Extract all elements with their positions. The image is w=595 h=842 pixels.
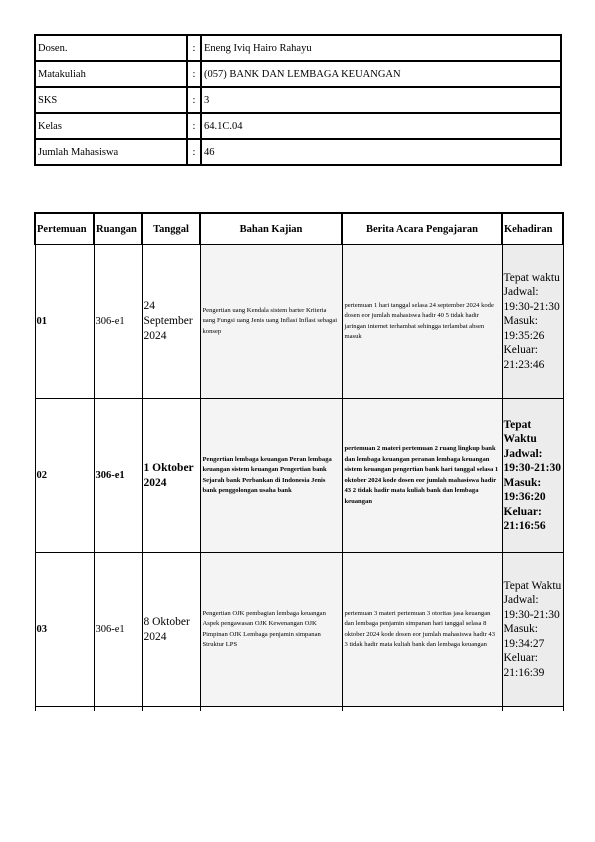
info-row-jumlah-mahasiswa <box>35 139 561 165</box>
cell-kehadiran: Tepat Waktu Jadwal: 19:30-21:30 Masuk: 19:36:20 Keluar: 21:16:56 <box>502 399 563 553</box>
table-tail-row <box>35 707 563 712</box>
info-value: (057) BANK DAN LEMBAGA KEUANGAN <box>201 61 561 87</box>
info-colon: : <box>187 113 201 139</box>
info-colon: : <box>187 87 201 113</box>
cell-bahan-kajian: Pengertian OJK pembagian lembaga keuangan Aspek pengawasan OJK Kewenangan OJK Pimpinan OJK Lembaga penjamin simpanan Struktur LPS <box>200 553 342 707</box>
info-table <box>34 34 562 166</box>
cell-ruangan: 306-e1 <box>94 245 142 399</box>
cell-berita-acara: pertemuan 1 hari tanggal selasa 24 september 2024 kode dosen eor jumlah mahasiswa hadir 40 5 tidak hadir jaringan internet terhambat sehingga terlambat absen masuk <box>342 245 502 399</box>
table-row <box>35 245 563 399</box>
info-value: Eneng Iviq Hairo Rahayu <box>201 35 561 61</box>
info-row-matakuliah <box>35 61 561 87</box>
info-row-kelas <box>35 113 561 139</box>
info-value: 46 <box>201 139 561 165</box>
info-colon: : <box>187 61 201 87</box>
header-ruangan: Ruangan <box>94 213 142 245</box>
cell-kehadiran: Tepat Waktu Jadwal: 19:30-21:30 Masuk: 19:34:27 Keluar: 21:16:39 <box>502 553 563 707</box>
info-value: 3 <box>201 87 561 113</box>
info-row-sks <box>35 87 561 113</box>
info-label: SKS <box>35 87 187 113</box>
table-row <box>35 399 563 553</box>
cell-bahan-kajian: Pengertian uang Kendala sistem barter Kriteria uang Fungsi uang Jenis uang Inflasi Inflasi sebagai konsep <box>200 245 342 399</box>
cell-tanggal: 1 Oktober 2024 <box>142 399 200 553</box>
info-label: Kelas <box>35 113 187 139</box>
info-colon: : <box>187 139 201 165</box>
header-kehadiran: Kehadiran <box>502 213 563 245</box>
cell-ruangan: 306-e1 <box>94 553 142 707</box>
cell-tanggal: 8 Oktober 2024 <box>142 553 200 707</box>
cell-kehadiran: Tepat waktu Jadwal: 19:30-21:30 Masuk: 19:35:26 Keluar: 21:23:46 <box>502 245 563 399</box>
header-tanggal: Tanggal <box>142 213 200 245</box>
cell-berita-acara: pertemuan 2 materi pertemuan 2 ruang lingkup bank dan lembaga keuangan peranan lembaga keuangan sistem keuangan pengertian bank hari tanggal selasa 1 oktober 2024 kode dosen eor jumlah mahasiswa hadir 43 2 tidak hadir mata kuliah bank dan lembaga keuangan <box>342 399 502 553</box>
attendance-table <box>34 212 564 711</box>
cell-tanggal: 24 September 2024 <box>142 245 200 399</box>
cell-pertemuan: 02 <box>35 399 94 553</box>
header-berita-acara: Berita Acara Pengajaran <box>342 213 502 245</box>
table-row <box>35 553 563 707</box>
cell-pertemuan: 03 <box>35 553 94 707</box>
cell-berita-acara: pertemuan 3 materi pertemuan 3 otoritas jasa keuangan dan lembaga penjamin simpanan hari tanggal selasa 8 oktober 2024 kode dosen eor jumlah mahasiswa hadir 43 3 tidak hadir mata kuliah bank dan lembaga keuangan <box>342 553 502 707</box>
info-row-dosen <box>35 35 561 61</box>
info-label: Dosen. <box>35 35 187 61</box>
info-label: Matakuliah <box>35 61 187 87</box>
cell-pertemuan: 01 <box>35 245 94 399</box>
header-bahan-kajian: Bahan Kajian <box>200 213 342 245</box>
info-label: Jumlah Mahasiswa <box>35 139 187 165</box>
header-pertemuan: Pertemuan <box>35 213 94 245</box>
info-value: 64.1C.04 <box>201 113 561 139</box>
info-colon: : <box>187 35 201 61</box>
cell-bahan-kajian: Pengertian lembaga keuangan Peran lembaga keuangan sistem keuangan Pengertian bank Sejarah bank Perbankan di Indonesia Jenis bank penggolongan usaha bank <box>200 399 342 553</box>
cell-ruangan: 306-e1 <box>94 399 142 553</box>
table-header-row <box>35 213 563 245</box>
